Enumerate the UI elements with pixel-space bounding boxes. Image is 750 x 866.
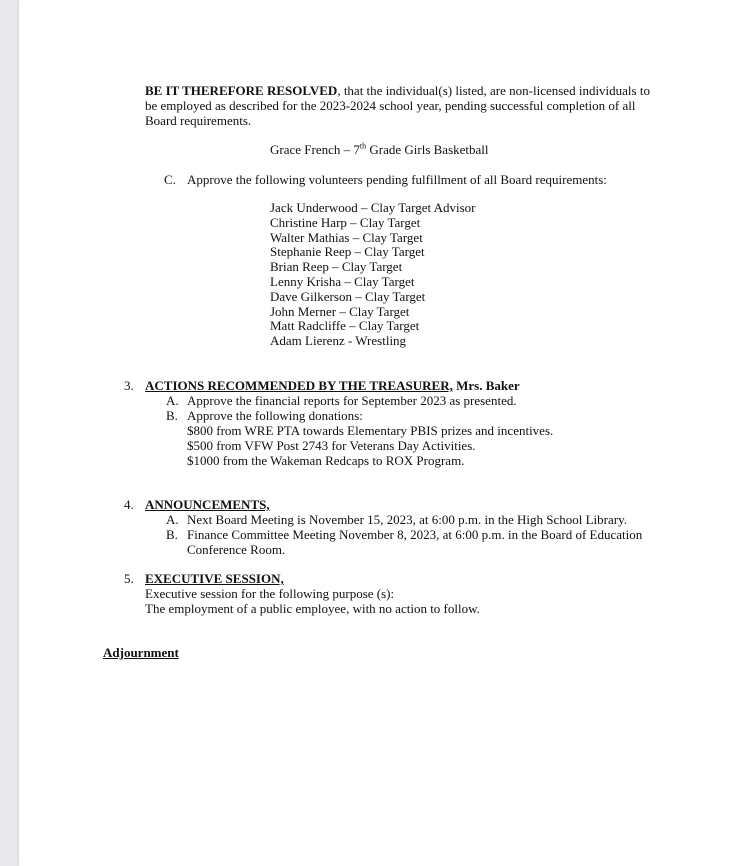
executive-number: 5. [124, 571, 134, 586]
donation-item: $500 from VFW Post 2743 for Veterans Day Activities. [187, 438, 476, 453]
executive-line1: Executive session for the following purpose (s): [145, 586, 395, 601]
employee-superscript: th [359, 141, 367, 151]
volunteer-item: Matt Radcliffe – Clay Target [270, 318, 420, 334]
executive-heading: EXECUTIVE SESSION, [145, 571, 284, 586]
volunteer-item: Christine Harp – Clay Target [270, 214, 421, 230]
employee-position: Grade Girls Basketball [366, 142, 489, 157]
treasurer-item-b-marker: B. [166, 408, 178, 423]
treasurer-name: Mrs. Baker [452, 378, 520, 393]
treasurer-item-a: Approve the financial reports for September 2023 as presented. [187, 393, 517, 408]
donation-item: $1000 from the Wakeman Redcaps to ROX Program. [187, 453, 465, 468]
document-page [19, 0, 750, 866]
employee-name: Grace French – 7 [270, 142, 360, 157]
volunteer-item: Adam Lierenz - Wrestling [270, 333, 407, 349]
volunteer-item: Dave Gilkerson – Clay Target [270, 288, 426, 304]
executive-line2: The employment of a public employee, with no action to follow. [145, 601, 480, 616]
employee-line [270, 142, 489, 158]
treasurer-heading: ACTIONS RECOMMENDED BY THE TREASURER, [145, 378, 453, 393]
treasurer-heading-line [145, 378, 520, 393]
volunteer-item: John Merner – Clay Target [270, 303, 410, 319]
announcements-number: 4. [124, 497, 134, 512]
volunteer-item: Brian Reep – Clay Target [270, 259, 403, 275]
announcement-b-line2: Conference Room. [187, 542, 286, 557]
resolution-text: , that the individual(s) listed, are non-licensed individuals to be employed as described for the 2023-2024 school year, pending successful completion of all Board requirements. [145, 83, 650, 128]
resolution-paragraph [145, 83, 665, 128]
donation-item: $800 from WRE PTA towards Elementary PBIS prizes and incentives. [187, 423, 554, 438]
adjournment-heading: Adjournment [103, 645, 179, 660]
volunteer-list [270, 201, 476, 349]
announcement-b-marker: B. [166, 527, 178, 542]
announcement-a-marker: A. [166, 512, 179, 527]
volunteer-item: Lenny Krisha – Clay Target [270, 273, 415, 289]
announcement-a: Next Board Meeting is November 15, 2023, at 6:00 p.m. in the High School Library. [187, 512, 628, 527]
treasurer-number: 3. [124, 378, 134, 393]
treasurer-item-b: Approve the following donations: [187, 408, 363, 423]
treasurer-item-a-marker: A. [166, 393, 179, 408]
volunteer-item: Jack Underwood – Clay Target Advisor [270, 200, 476, 215]
volunteers-marker: C. [164, 172, 176, 187]
announcements-heading: ANNOUNCEMENTS, [145, 497, 270, 512]
volunteer-item: Stephanie Reep – Clay Target [270, 244, 425, 260]
resolution-lead: BE IT THEREFORE RESOLVED [145, 83, 338, 98]
volunteer-item: Walter Mathias – Clay Target [270, 229, 423, 245]
volunteers-intro: Approve the following volunteers pending fulfillment of all Board requirements: [187, 172, 607, 187]
announcement-b-line1: Finance Committee Meeting November 8, 2023, at 6:00 p.m. in the Board of Education [187, 527, 643, 542]
